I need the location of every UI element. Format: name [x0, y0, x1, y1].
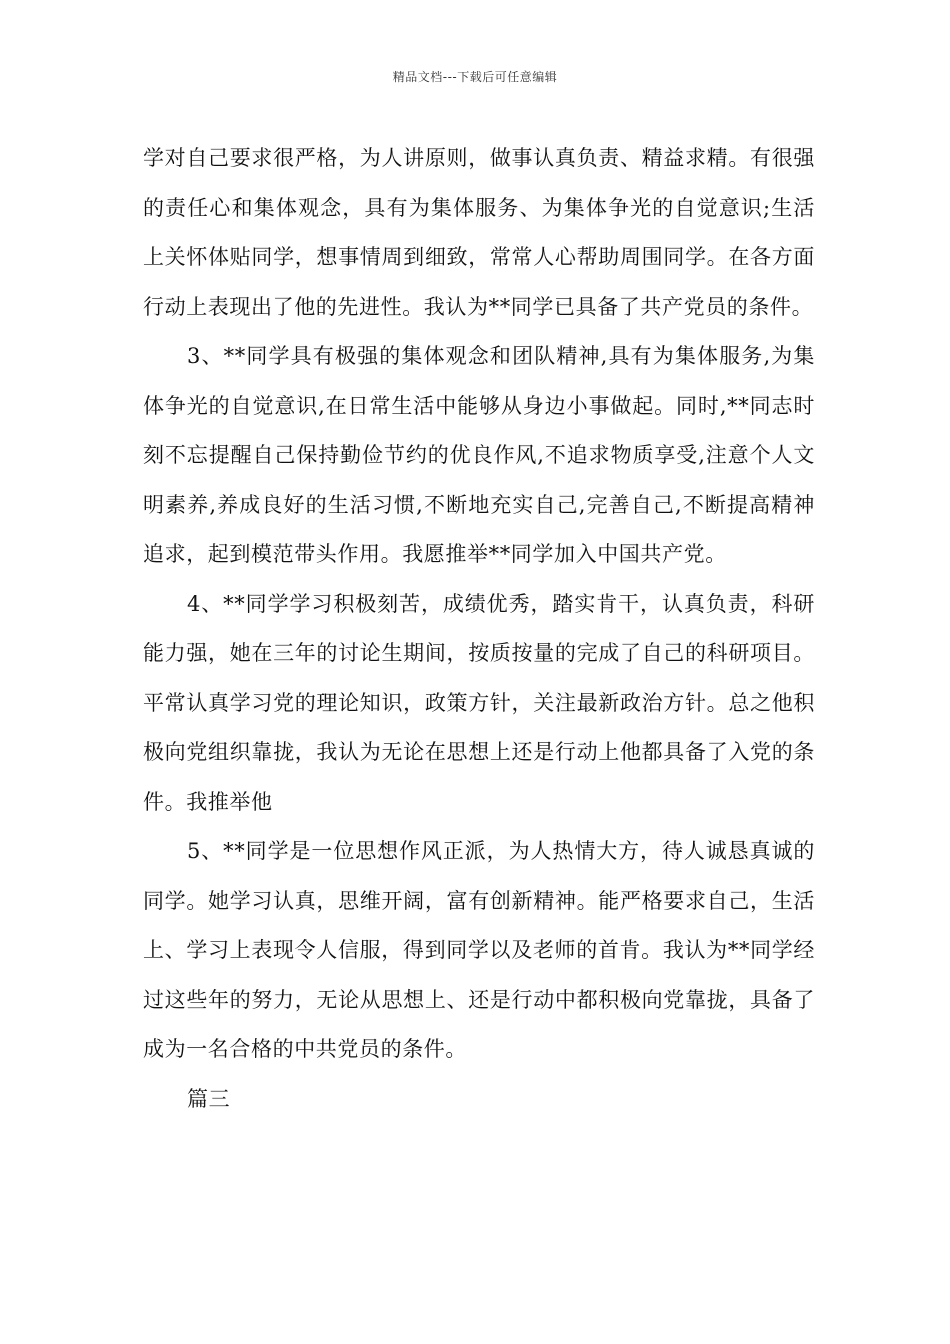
paragraph-continued: 学对自己要求很严格，为人讲原则，做事认真负责、精益求精。有很强的责任心和集体观念，具有为集体服务、为集体争光的自觉意识;生活上关怀体贴同学，想事情周到细致，常常人心帮助周围同学。在各方面行动上表现出了他的先进性。我认为**同学已具备了共产党员的条件。 — [143, 146, 815, 319]
paragraph-item-4: 4、**同学学习积极刻苦，成绩优秀，踏实肯干，认真负责，科研能力强，她在三年的讨论生期间，按质按量的完成了自己的科研项目。平常认真学习党的理论知识，政策方针，关注最新政治方针。总之他积极向党组织靠拢，我认为无论在思想上还是行动上他都具备了入党的条件。我推举他 — [143, 591, 815, 814]
paragraph-item-5: 5、**同学是一位思想作风正派，为人热情大方，待人诚恳真诚的同学。她学习认真，思维开阔，富有创新精神。能严格要求自己，生活上、学习上表现令人信服，得到同学以及老师的首肯。我认为**同学经过这些年的努力，无论从思想上、还是行动中都积极向党靠拢，具备了成为一名合格的中共党员的条件。 — [143, 839, 815, 1061]
document-body — [143, 134, 815, 1124]
section-heading-3: 篇三 — [187, 1086, 231, 1111]
paragraph-item-3: 3、**同学具有极强的集体观念和团队精神,具有为集体服务,为集体争光的自觉意识,在日常生活中能够从身边小事做起。同时,**同志时刻不忘提醒自己保持勤俭节约的优良作风,不追求物质享受,注意个人文明素养,养成良好的生活习惯,不断地充实自己,完善自己,不断提高精神追求，起到模范带头作用。我愿推举**同学加入中国共产党。 — [143, 344, 815, 566]
page-header: 精品文档---下载后可任意编辑 — [392, 70, 558, 84]
